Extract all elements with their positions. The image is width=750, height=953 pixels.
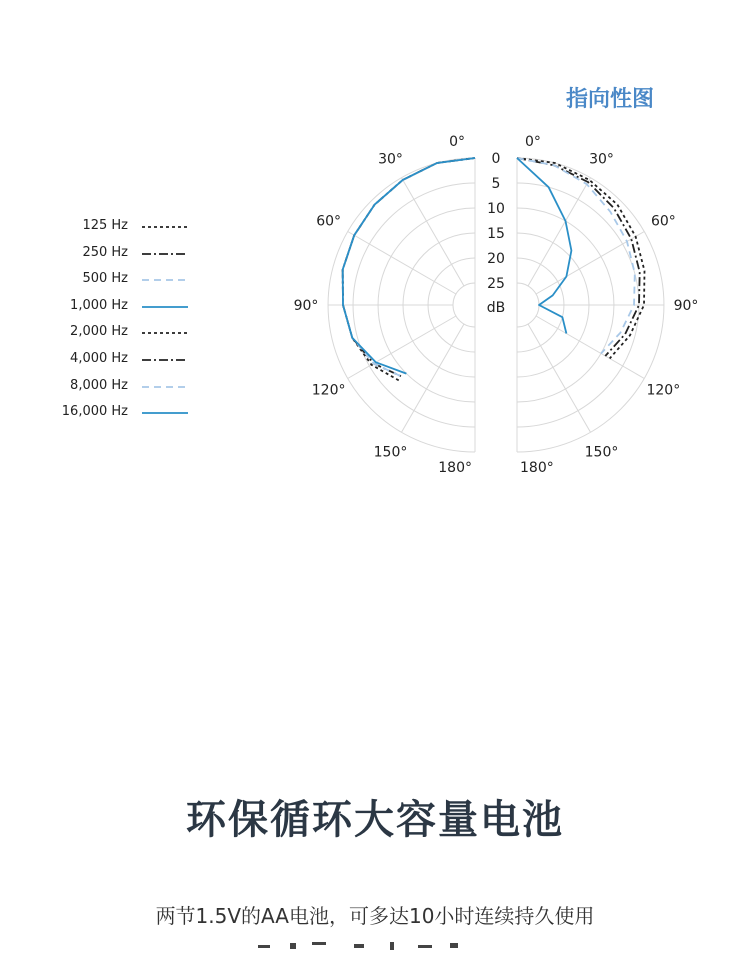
right-series-2000hz-curve [517, 158, 645, 359]
right-angle-label: 30° [589, 151, 614, 168]
cutoff-text-fragment [250, 939, 510, 953]
legend-label: 4,000 Hz [70, 350, 128, 366]
legend-label: 8,000 Hz [70, 377, 128, 393]
section-heading: 环保循环大容量电池 [186, 797, 564, 843]
radial-tick-label: 0 [491, 151, 501, 167]
section-caption: 两节1.5V的AA电池，可多达10小时连续持久使用 [155, 904, 595, 928]
legend-label: 16,000 Hz [61, 404, 128, 420]
radial-tick-label: 5 [491, 176, 501, 192]
left-angle-label: 0° [449, 134, 465, 150]
legend-label: 125 Hz [82, 218, 128, 233]
left-angle-label: 60° [316, 213, 342, 230]
right-angle-label: 60° [650, 213, 676, 230]
right-series-8000hz-curve [517, 158, 635, 354]
left-angle-label: 180° [438, 460, 472, 476]
right-angle-label: 180° [520, 460, 554, 476]
right-series-4000hz-curve [517, 158, 640, 356]
right-angle-label: 0° [525, 134, 541, 150]
radial-tick-label: 25 [487, 276, 505, 292]
right-angle-label: 120° [646, 382, 681, 399]
legend-label: 500 Hz [82, 271, 128, 287]
legend-label: 250 Hz [82, 244, 128, 260]
legend-label: 2,000 Hz [70, 324, 128, 340]
radial-tick-label: 20 [487, 251, 505, 267]
right-series-16000hz-curve [517, 158, 571, 334]
radial-tick-label: 15 [487, 226, 505, 242]
right-angle-label: 150° [584, 444, 619, 461]
left-angle-label: 90° [293, 298, 319, 314]
left-grid-ring [453, 283, 475, 327]
left-angle-label: 150° [373, 444, 408, 461]
chart-title: 指向性图 [565, 87, 654, 112]
left-angle-label: 30° [378, 151, 403, 168]
radial-unit-label: dB [486, 300, 506, 316]
radial-tick-label: 10 [487, 201, 505, 217]
right-grid-ring [517, 283, 539, 327]
left-angle-label: 120° [311, 382, 346, 399]
right-angle-label: 90° [673, 298, 699, 314]
legend-label: 1,000 Hz [70, 297, 128, 313]
